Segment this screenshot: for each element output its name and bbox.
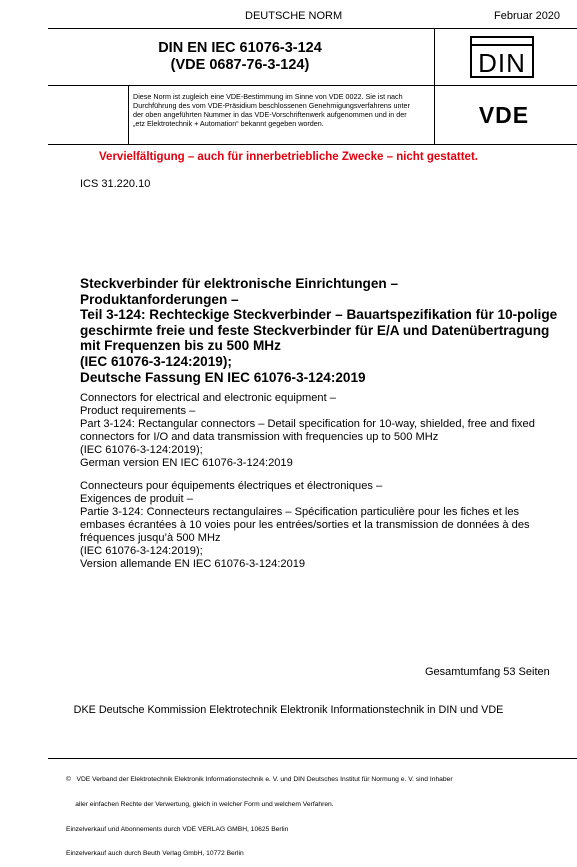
vde-note-line: „etz Elektrotechnik + Automation“ bekannt gegeben worden. [133,119,324,128]
title-de-line: (IEC 61076-3-124:2019); [80,353,232,369]
din-logo [470,36,534,78]
title-de-line: Deutsche Fassung EN IEC 61076-3-124:2019 [80,369,366,385]
vde-note-line: der oben angeführten Nummer in das VDE-Vorschriftenwerk aufgenommen und in der [133,110,407,119]
footer-line: Einzelverkauf auch durch Beuth Verlag GmbH, 10772 Berlin [66,850,244,858]
page-count: Gesamtumfang 53 Seiten [425,666,550,678]
title-de-line: Teil 3-124: Rechteckige Steckverbinder – Bauartspezifikation für 10-polige [80,307,558,323]
title-fr-line: (IEC 61076-3-124:2019); [80,545,203,557]
title-en-line: German version EN IEC 61076-3-124:2019 [80,457,293,469]
title-de-line: mit Frequenzen bis zu 500 MHz [80,338,281,354]
title-fr-line: Connecteurs pour équipements électriques et électroniques – [80,480,383,492]
title-french [80,480,560,571]
title-de-line: Produktanforderungen – [80,291,239,307]
title-fr-line: Version allemande EN IEC 61076-3-124:2019 [80,558,306,570]
title-en-line: (IEC 61076-3-124:2019); [80,444,203,456]
vde-logo-graphic [466,101,542,127]
logo-divider [434,28,435,145]
svg-text:DIN: DIN [478,48,526,78]
top-rule [48,28,577,29]
header-bottom-rule [48,144,577,145]
footer-rule [48,758,577,759]
title-en-line: Connectors for electrical and electronic equipment – [80,392,336,404]
vde-note [133,92,428,128]
standard-number: DIN EN IEC 61076-3-124 [158,40,322,56]
din-logo-graphic [470,36,534,78]
svg-text:VDE: VDE [478,102,530,127]
publisher-line: DKE Deutsche Kommission Elektrotechnik Elektronik Informationstechnik in DIN und VDE [73,704,504,716]
vde-logo [466,101,542,127]
ics-code: ICS 31.220.10 [80,178,151,190]
title-de-line: geschirmte freie und feste Steckverbinder für E/A und Datenübertragung [80,322,550,338]
title-en-line: Part 3-124: Rectangular connectors – Detail specification for 10-way, shielded, free and fixed [80,418,535,430]
title-de-line: Steckverbinder für elektronische Einrichtungen – [80,276,399,291]
vde-note-line: Diese Norm ist zugleich eine VDE-Bestimmung im Sinne von VDE 0022. Sie ist nach [133,92,403,101]
footer-line: Einzelverkauf und Abonnements durch VDE VERLAG GMBH, 10625 Berlin [66,825,289,833]
title-fr-line: Partie 3-124: Connecteurs rectangulaires – Spécification particulière pour les fiches et les [80,506,520,518]
footer-line: aller einfachen Rechte der Verwertung, gleich in welcher Form und welchem Verfahren. [66,801,334,809]
vde-number: (VDE 0687-76-3-124) [170,57,310,73]
publication-date: Februar 2020 [494,10,561,22]
title-en-line: Product requirements – [80,405,196,417]
title-en-line: connectors for I/O and data transmission with frequencies up to 500 MHz [80,431,439,443]
title-fr-line: Exigences de produit – [80,493,193,505]
title-english [80,392,560,470]
note-divider [128,85,129,145]
footer-notice [66,760,566,867]
title-fr-line: fréquences jusqu’à 500 MHz [80,532,221,544]
reproduction-warning: Vervielfältigung – auch für innerbetriebliche Zwecke – nicht gestattet. [99,151,478,163]
footer-line: © VDE Verband der Elektrotechnik Elektronik Informationstechnik e. V. und DIN Deutsches Institut für Normung e. V. sind Inhaber [66,776,453,784]
title-fr-line: embases écrantées à 10 voies pour les entrées/sorties et la transmission de données à des [80,519,530,531]
vde-note-line: Durchführung des vom VDE-Präsidium beschlossenen Genehmigungsverfahrens unter [133,101,410,110]
title-german [80,276,560,385]
norm-label: DEUTSCHE NORM [245,10,343,22]
